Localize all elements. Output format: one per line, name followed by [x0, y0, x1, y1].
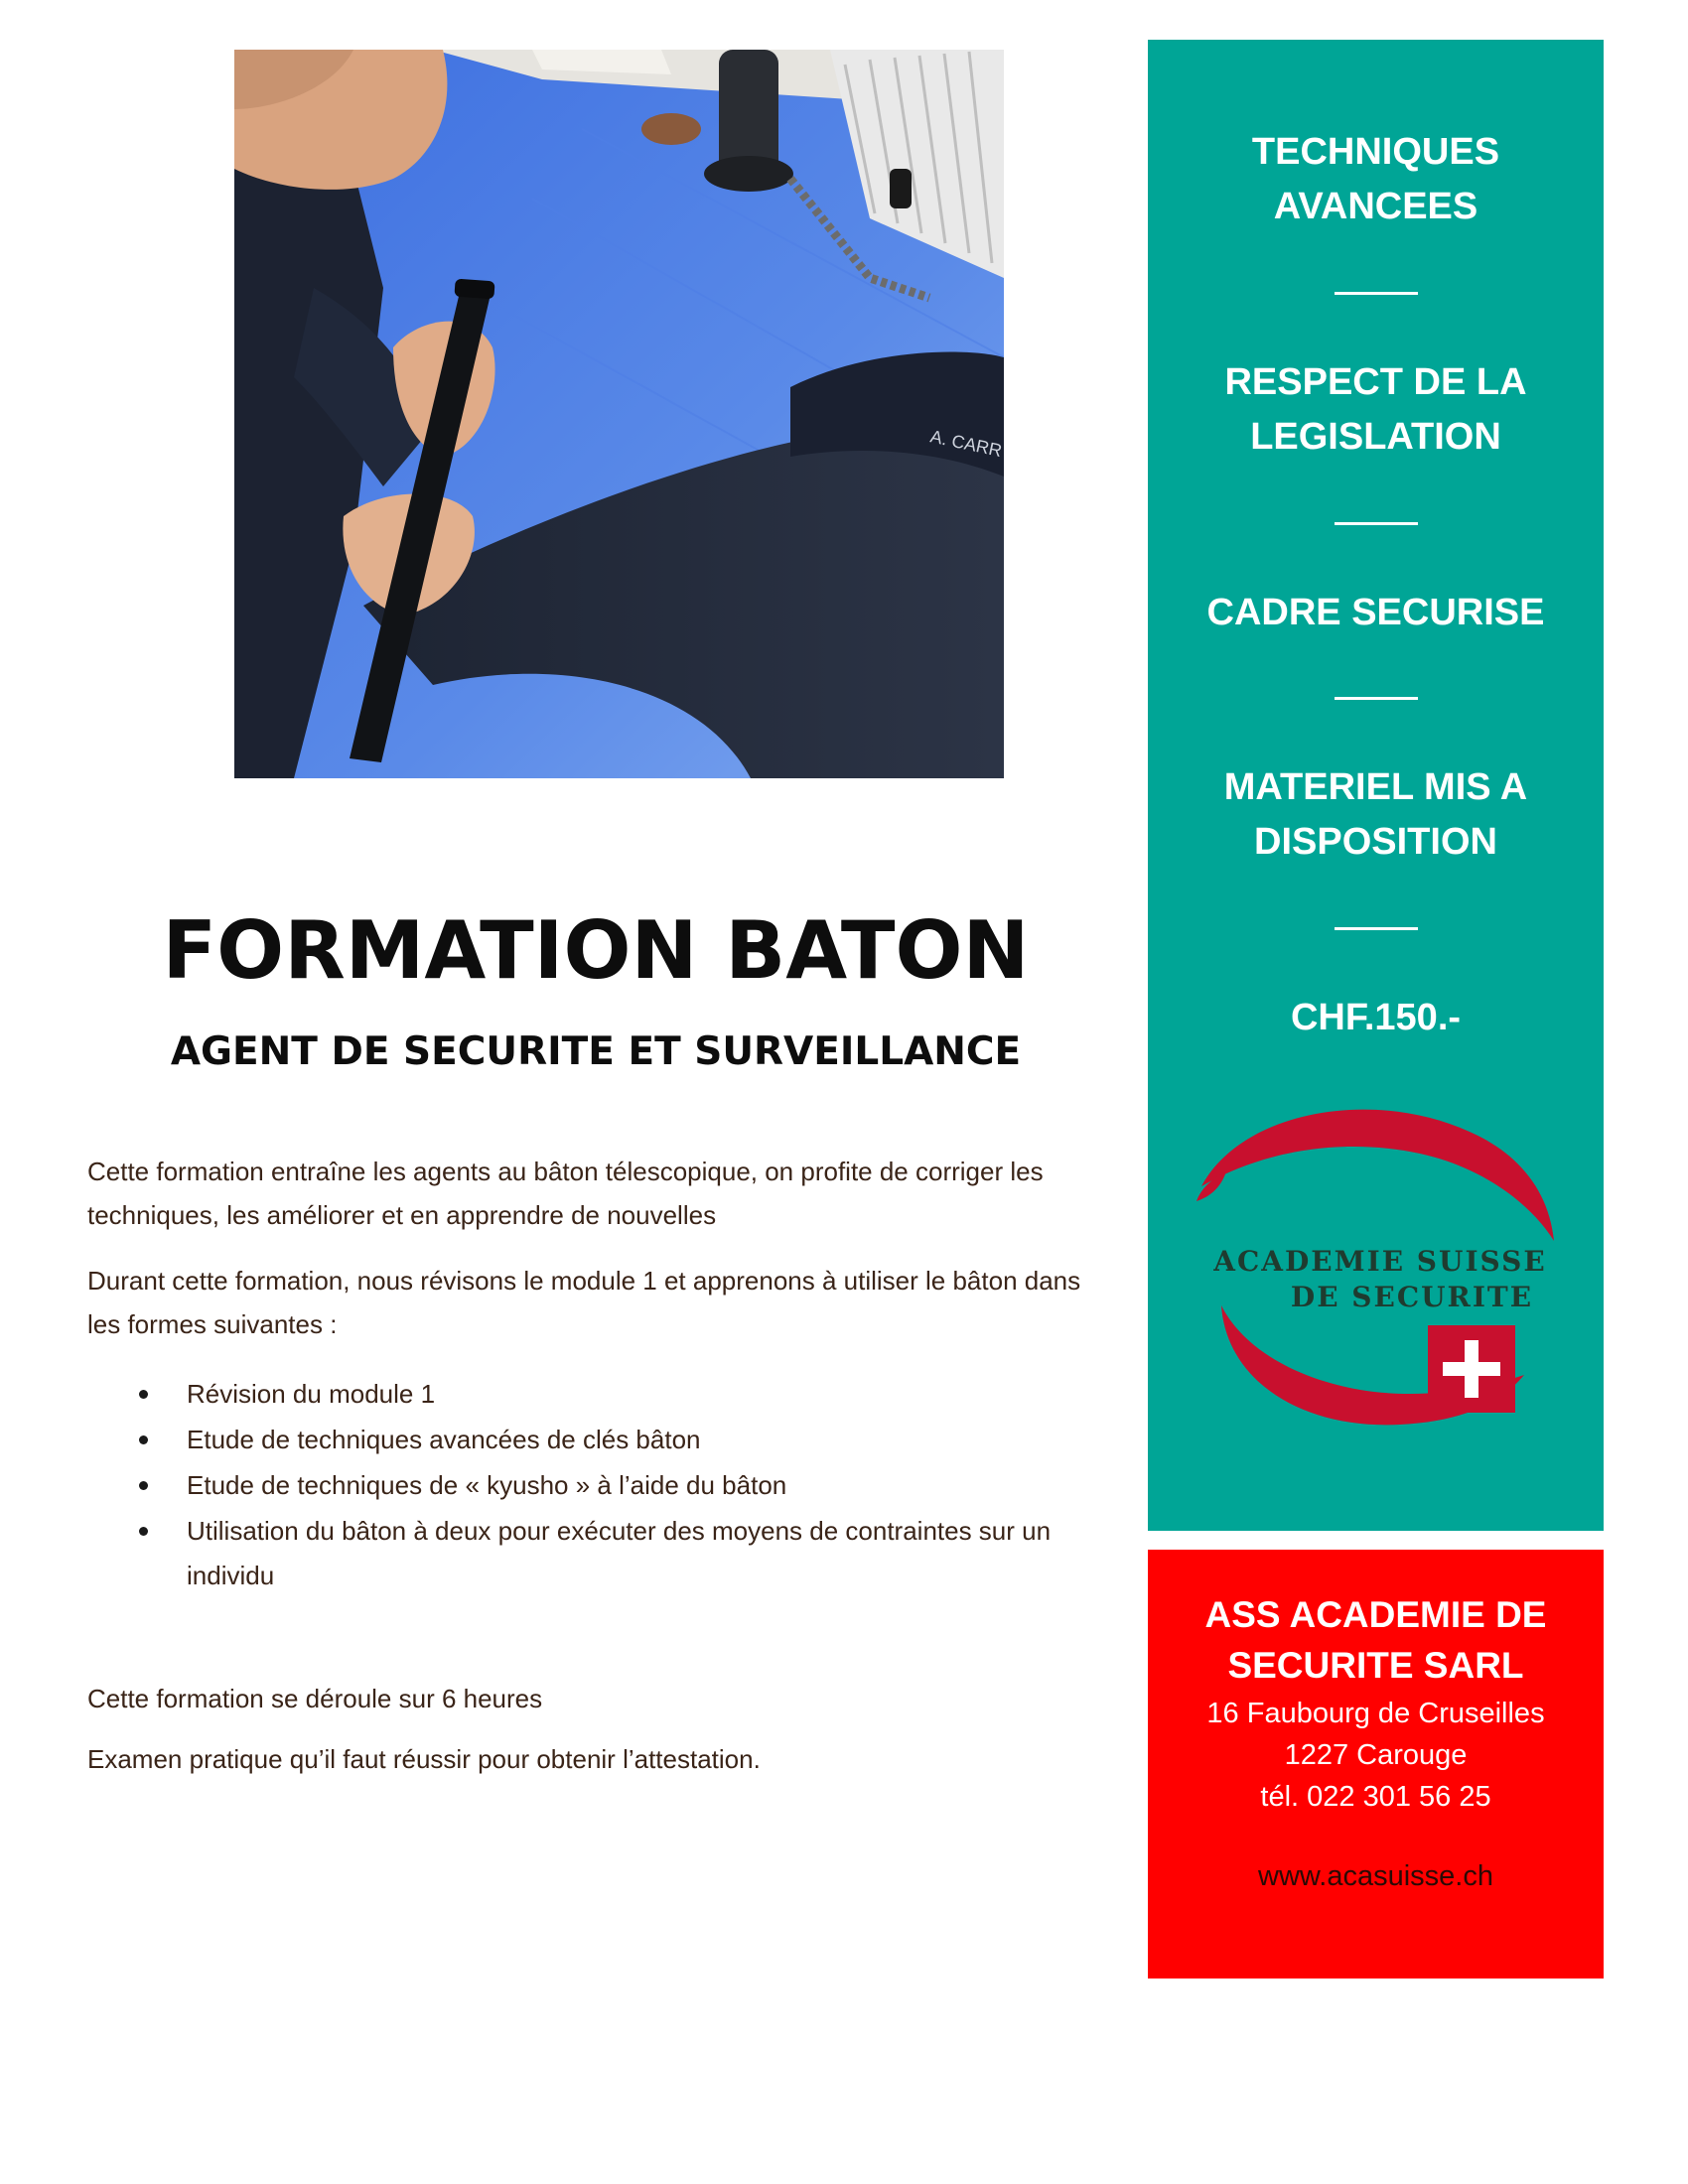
- list-item: Révision du module 1: [87, 1372, 1110, 1417]
- company-name: ASS ACADEMIE DE SECURITE SARL: [1204, 1594, 1547, 1686]
- divider: [1335, 292, 1418, 295]
- intro-paragraph-1: Cette formation entraîne les agents au bâton télescopique, on profite de corriger les techniques, les améliorer et en apprendre de nouvelles: [87, 1157, 1044, 1230]
- training-photo-illustration: [234, 50, 1004, 778]
- feature-advanced-techniques: TECHNIQUES AVANCEES: [1251, 131, 1500, 227]
- address-city: 1227 Carouge: [1284, 1739, 1468, 1771]
- divider: [1335, 927, 1418, 930]
- training-photo: [234, 50, 1004, 778]
- exam-text: Examen pratique qu’il faut réussir pour obtenir l’attestation.: [87, 1744, 761, 1774]
- list-item: Etude de techniques de « kyusho » à l’aide du bâton: [87, 1463, 1110, 1508]
- feature-secure-setting: CADRE SECURISE: [1206, 592, 1545, 633]
- feature-legislation: RESPECT DE LA LEGISLATION: [1224, 361, 1527, 458]
- divider: [1335, 522, 1418, 525]
- contact-panel: [1148, 1550, 1604, 1979]
- phone-number: tél. 022 301 56 25: [1260, 1781, 1491, 1813]
- price-label: CHF.150.-: [1290, 997, 1462, 1038]
- academy-logo: [1182, 1092, 1579, 1469]
- divider: [1335, 697, 1418, 700]
- page-subtitle: AGENT DE SECURITE ET SURVEILLANCE: [170, 1029, 1022, 1074]
- list-item: Etude de techniques avancées de clés bâton: [87, 1418, 1110, 1462]
- svg-text:A. CARR: A. CARR: [928, 426, 1004, 462]
- duration-text: Cette formation se déroule sur 6 heures: [87, 1684, 543, 1713]
- list-item: Utilisation du bâton à deux pour exécuter des moyens de contraintes sur un individu: [87, 1509, 1110, 1598]
- logo-text-line1: ACADEMIE SUISSE: [1213, 1245, 1547, 1278]
- academy-logo-graphic: [1182, 1092, 1579, 1469]
- page-title: FORMATION BATON: [162, 904, 1030, 997]
- module-list: [87, 1372, 1110, 1599]
- website-link[interactable]: www.acasuisse.ch: [1258, 1860, 1493, 1892]
- logo-text-line2: DE SECURITE: [1290, 1281, 1534, 1313]
- intro-paragraph-2: Durant cette formation, nous révisons le module 1 et apprenons à utiliser le bâton dans les formes suivantes :: [87, 1266, 1081, 1339]
- address-street: 16 Faubourg de Cruseilles: [1206, 1698, 1545, 1729]
- feature-equipment: MATERIEL MIS A DISPOSITION: [1223, 766, 1528, 863]
